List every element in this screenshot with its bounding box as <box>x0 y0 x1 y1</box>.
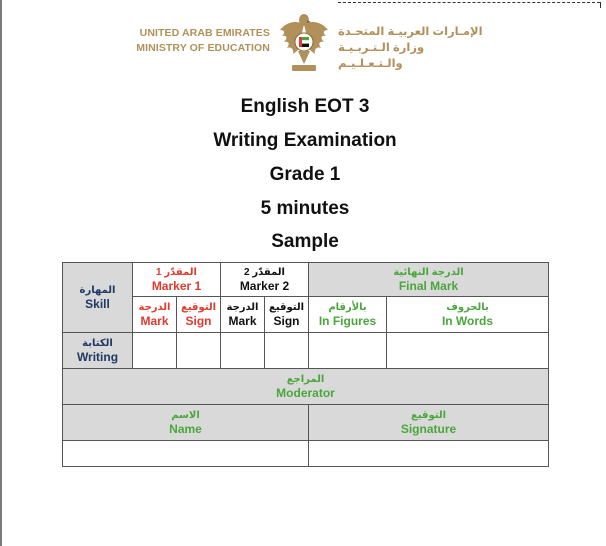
title-sample: Sample <box>271 231 339 252</box>
moderator-signature-entry[interactable] <box>309 441 549 467</box>
marker2-sign-entry[interactable] <box>265 333 309 369</box>
moderator-signature-en: Signature <box>400 421 457 436</box>
moderator-signature-ar: التوقيع <box>411 409 446 421</box>
ministry-arabic-header <box>338 24 490 72</box>
final-words-entry[interactable] <box>387 333 549 369</box>
writing-skill-ar: الكتابة <box>82 337 113 349</box>
top-dashed-border <box>338 2 600 3</box>
moderator-name-en: Name <box>169 421 202 436</box>
moderator-name-ar: الاسم <box>171 409 200 421</box>
final-figures-entry[interactable] <box>309 333 387 369</box>
marker1-header-ar: المقدّر 1 <box>156 266 197 278</box>
marker2-sign-en: Sign <box>273 313 300 328</box>
title-writing-examination: Writing Examination <box>213 130 397 151</box>
marking-table <box>62 262 549 467</box>
moderator-header-en: Moderator <box>276 385 335 400</box>
in-words-header <box>387 297 549 333</box>
marker1-sign-en: Sign <box>185 313 212 328</box>
in-figures-ar: بالأرقام <box>328 301 367 313</box>
marker2-header-ar: المقدّر 2 <box>244 266 285 278</box>
moderator-signature-header <box>309 405 549 441</box>
title-exam: English EOT 3 <box>240 96 370 117</box>
marker2-mark-en: Mark <box>228 313 257 328</box>
writing-skill-cell <box>63 333 133 369</box>
header-ar-line2: وزارة الـتـربـيـة والـتـعـلـيـم <box>338 42 425 70</box>
marker1-mark-ar: الدرجة <box>138 301 171 313</box>
marker1-header-en: Marker 1 <box>151 278 202 293</box>
marker2-mark-ar: الدرجة <box>226 301 259 313</box>
in-words-ar: بالحروف <box>446 301 489 313</box>
final-mark-header <box>309 263 549 297</box>
uae-falcon-emblem-icon <box>276 10 332 76</box>
ministry-english-header <box>110 26 270 56</box>
marker2-mark-entry[interactable] <box>221 333 265 369</box>
marker2-mark-header <box>221 297 265 333</box>
skill-header-en: Skill <box>85 296 110 311</box>
top-dashed-border-corner <box>600 2 601 8</box>
title-grade: Grade 1 <box>269 164 341 185</box>
marker2-header-en: Marker 2 <box>239 278 290 293</box>
page-left-border <box>0 0 2 546</box>
marker2-header <box>221 263 309 297</box>
header-en-line1: UNITED ARAB EMIRATES <box>139 27 270 39</box>
moderator-name-entry[interactable] <box>63 441 309 467</box>
moderator-name-header <box>63 405 309 441</box>
header-ar-line1: الإمـارات العربيـة المتحـدة <box>338 26 483 38</box>
final-mark-header-en: Final Mark <box>398 278 459 293</box>
header-en-line2: MINISTRY OF EDUCATION <box>136 42 270 54</box>
title-duration: 5 minutes <box>260 198 350 219</box>
final-mark-header-ar: الدرجة النهائية <box>393 266 464 278</box>
skill-header <box>63 263 133 333</box>
marker1-sign-ar: التوقيع <box>181 301 216 313</box>
marker1-mark-en: Mark <box>140 313 169 328</box>
moderator-header <box>63 369 549 405</box>
in-words-en: In Words <box>441 313 494 328</box>
marker2-sign-ar: التوقيع <box>269 301 304 313</box>
marker1-mark-entry[interactable] <box>133 333 177 369</box>
writing-skill-en: Writing <box>76 349 119 364</box>
skill-header-ar: المهارة <box>79 284 116 296</box>
marker2-sign-header <box>265 297 309 333</box>
moderator-header-ar: المراجع <box>286 373 325 385</box>
in-figures-en: In Figures <box>318 313 377 328</box>
marker1-mark-header <box>133 297 177 333</box>
marker1-sign-entry[interactable] <box>177 333 221 369</box>
marker1-header <box>133 263 221 297</box>
in-figures-header <box>309 297 387 333</box>
marker1-sign-header <box>177 297 221 333</box>
